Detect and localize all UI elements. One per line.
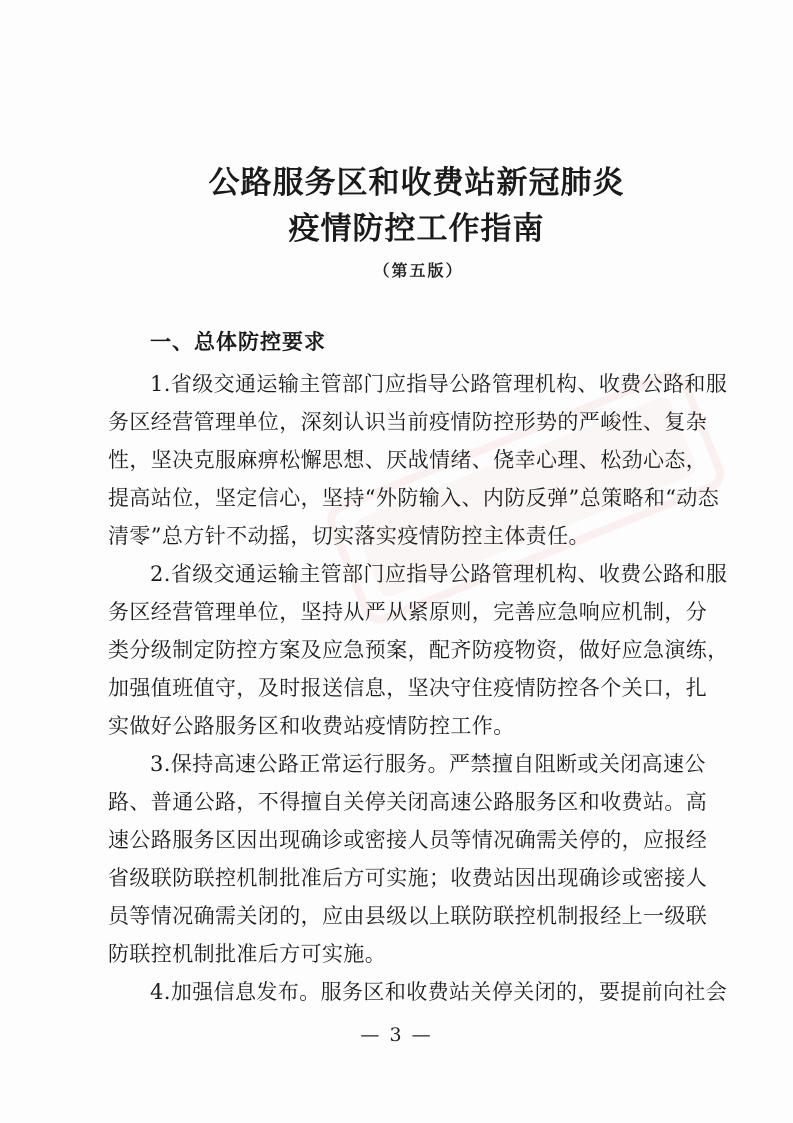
body-line: 性，坚决克服麻痹松懈思想、厌战情绪、侥幸心理、松劲心态， [108,448,708,472]
document-title-line-2: 疫情防控工作指南 [288,211,545,247]
body-line: 员等情况确需关闭的，应由县级以上联防联控机制报经上一级联 [108,904,708,928]
body-line: 提高站位，坚定信心，坚持“外防输入、内防反弹”总策略和“动态 [108,486,720,510]
body-line: 省级联防联控机制批准后方可实施；收费站因出现确诊或密接人 [108,866,708,890]
body-line: 加强值班值守，及时报送信息，坚决守住疫情防控各个关口，扎 [108,676,708,700]
body-line: 务区经营管理单位，坚持从严从紧原则，完善应急响应机制，分 [108,600,708,624]
body-line: 路、普通公路，不得擅自关停关闭高速公路服务区和收费站。高 [108,790,708,814]
body-line: 3.保持高速公路正常运行服务。严禁擅自阻断或关闭高速公 [150,752,706,776]
edition-label: （第五版） [373,261,464,280]
document-title-line-1: 公路服务区和收费站新冠肺炎 [208,165,625,201]
body-line: 1.省级交通运输主管部门应指导公路管理机构、收费公路和服 [150,372,728,396]
body-line: 防联控机制批准后方可实施。 [108,942,387,966]
body-line: 清零”总方针不动摇，切实落实疫情防控主体责任。 [108,524,590,548]
body-line: 类分级制定防控方案及应急预案，配齐防疫物资，做好应急演练， [108,638,729,662]
page-number: — 3 — [360,1024,433,1046]
body-line: 4.加强信息发布。服务区和收费站关停关闭的，要提前向社会 [150,980,728,1004]
body-line: 2.省级交通运输主管部门应指导公路管理机构、收费公路和服 [150,562,728,586]
body-line: 务区经营管理单位，深刻认识当前疫情防控形势的严峻性、复杂 [108,410,708,434]
body-line: 实做好公路服务区和收费站疫情防控工作。 [108,714,515,738]
body-line: 速公路服务区因出现确诊或密接人员等情况确需关停的，应报经 [108,828,708,852]
section-heading: 一、总体防控要求 [150,330,326,354]
